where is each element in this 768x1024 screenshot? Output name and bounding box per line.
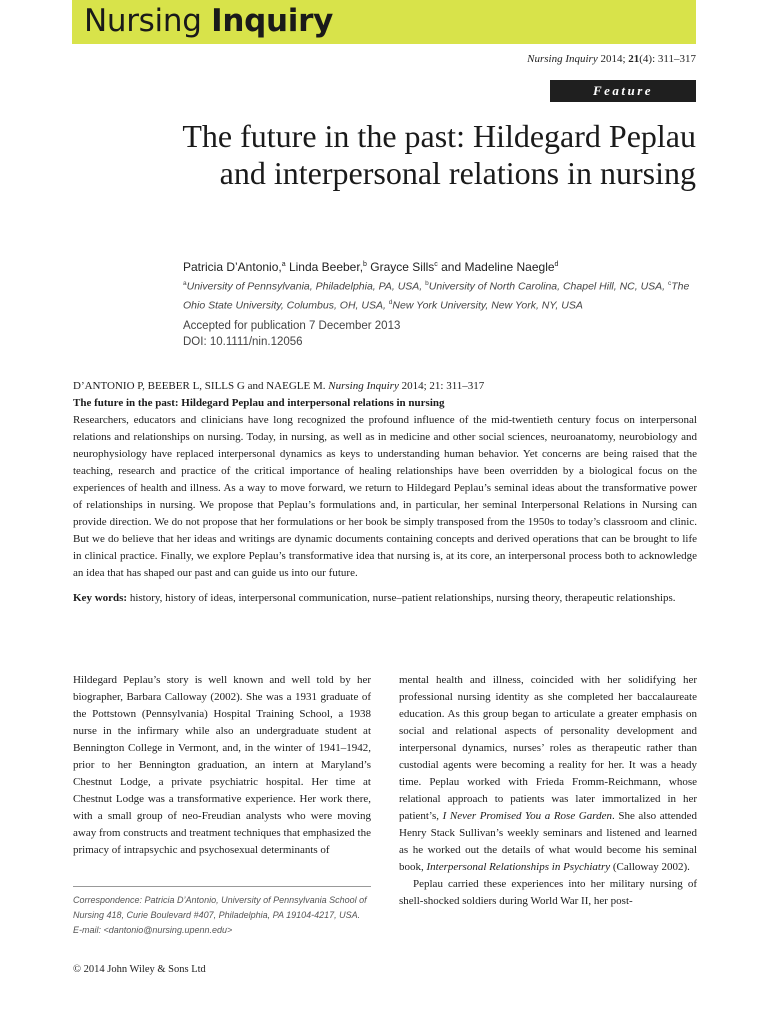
affiliation: New York University, New York, NY, USA: [392, 299, 583, 311]
ref-journal: Nursing Inquiry: [328, 380, 399, 392]
author-sup: c: [434, 261, 438, 268]
abstract-reference: [73, 378, 697, 395]
author-sup: a: [281, 261, 286, 268]
abstract-body: Researchers, educators and clinicians have long recognized the profound influence of the mid-twentieth century focus on interpersonal relations and relationships on nursing. Today, in nursing, as well as in medicine and other social sciences, neuroanatomy, neurobiology and neurophysiology have replaced interpersonal dynamics as keys to understanding human behavior. Yet concerns are being raised that the teaching, research and practice of the critical importance of healing relationships have been overridden by a biological focus on the experiences of health and illness. As a way to move forward, we return to Hildegard Peplau’s seminal ideas about the transformative power of relationships in nursing. We propose that Peplau’s formulations and, in particular, her seminal Interpersonal Relations in Nursing can provide direction. We do not propose that her formulations or her book be simply transposed from the 1950s to today’s classroom and clinic. But we do believe that her ideas and writings are dynamic documents containing concepts and derived operations that can be brought to life in clinical practice. Finally, we explore Peplau’s transformative idea that nursing is, at its core, an interpersonal process both to acknowledge an idea that has shaped our past and can guide us into our future.: [73, 414, 697, 579]
body-column-right: [399, 672, 697, 910]
affil-sup: d: [388, 298, 393, 306]
body-text: . She also attended Henry Stack Sullivan’s weekly seminars and listened and learned as he worked out the details of what would become his seminal book,: [399, 810, 697, 873]
keywords-label: Key words:: [73, 592, 128, 604]
footnote-divider: [73, 886, 371, 887]
keywords-list: history, history of ideas, interpersonal communication, nurse–patient relationships, nursing theory, therapeutic relationships.: [127, 592, 676, 604]
correspondence: [73, 893, 373, 938]
affiliations: [183, 276, 698, 313]
body-text: mental health and illness, coincided with her solidifying her professional nursing identity as she completed her baccalaureate education. As this group began to articulate a greater emphasis on social and relational aspects of personality development and interpersonal dynamics, nurses’ roles as therapeutic rather than custodial agents were becoming a reality for her. It was a heady time. Peplau worked with Frieda Fromm-Reichmann, whose relational approach to patients was later immortalized in her patient’s,: [399, 674, 697, 822]
keywords: [73, 590, 697, 607]
affil-sup: c: [668, 280, 672, 287]
book-title: I Never Promised You a Rose Garden: [442, 810, 612, 822]
citation-pages: 311–317: [657, 53, 696, 65]
correspondence-line: Correspondence: Patricia D’Antonio, University of Pennsylvania School of: [73, 895, 367, 905]
correspondence-email[interactable]: E-mail: <dantonio@nursing.upenn.edu>: [73, 925, 233, 935]
journal-name-part2: Inquiry: [211, 3, 334, 39]
book-title: Interpersonal Relationships in Psychiatry: [426, 861, 611, 873]
citation-journal: Nursing Inquiry: [527, 53, 598, 65]
journal-name-part1: Nursing: [84, 3, 202, 39]
body-column-left: [73, 672, 371, 859]
article-title: The future in the past: Hildegard Peplau and interpersonal relations in nursing: [182, 118, 696, 191]
body-paragraph: Peplau carried these experiences into her military nursing of shell-shocked soldiers during World War II, her post-: [399, 878, 697, 907]
body-paragraph: Hildegard Peplau’s story is well known and well told by her biographer, Barbara Calloway (2002). She was a 1931 graduate of the Pottstown (Pennsylvania) Hospital Training School, a 1938 nurse in the infirmary while also an undergraduate student at Bennington College in Vermont, and, in the winter of 1941–1942, prior to her Bennington graduation, an intern at Maryland’s Chestnut Lodge, a private psychiatric hospital. Her time at Chestnut Lodge was a transformative experience. Her work there, with a small group of neo-Freudian analysts who were moving away from constructs and treatment techniques that emphasized the primacy of intrapsychic and psychosexual determinants of: [73, 674, 371, 856]
author-name: Patricia D’Antonio,: [183, 260, 282, 274]
author-sup: b: [363, 261, 367, 268]
affil-sup: b: [425, 280, 429, 287]
affiliation: University of Pennsylvania, Philadelphia, PA, USA,: [186, 280, 426, 293]
publication-info: [183, 318, 400, 350]
accepted-date: Accepted for publication 7 December 2013: [183, 320, 401, 332]
citation-volume: 21: [628, 53, 640, 65]
citation-line: [527, 53, 696, 65]
correspondence-line: Nursing 418, Curie Boulevard #407, Philadelphia, PA 19104-4217, USA.: [73, 910, 361, 920]
author-list: [183, 260, 703, 274]
author-sup: d: [554, 261, 559, 268]
body-paragraph: [399, 672, 697, 876]
copyright: © 2014 John Wiley & Sons Ltd: [73, 964, 206, 975]
affil-sup: a: [183, 280, 187, 287]
affiliation: The Ohio State University, Columbus, OH, USA,: [183, 280, 690, 311]
section-label: Feature: [550, 80, 696, 102]
author-name: Linda Beeber,: [285, 260, 364, 274]
abstract-title: The future in the past: Hildegard Peplau and interpersonal relations in nursing: [73, 397, 445, 409]
abstract: [73, 378, 697, 607]
ref-authors: D’ANTONIO P, BEEBER L, SILLS G and NAEGLE M.: [73, 380, 326, 392]
author-name: and Madeline Naegle: [437, 260, 555, 274]
ref-rest: 2014; 21: 311–317: [401, 380, 485, 392]
doi[interactable]: DOI: 10.1111/nin.12056: [183, 336, 303, 348]
affiliation: University of North Carolina, Chapel Hill, NC, USA,: [428, 280, 669, 293]
journal-name: [84, 2, 333, 40]
citation-issue: (4):: [639, 53, 656, 65]
citation-year: 2014;: [600, 53, 626, 65]
body-text: (Calloway 2002).: [610, 861, 690, 873]
author-name: Grayce Sills: [366, 260, 435, 274]
